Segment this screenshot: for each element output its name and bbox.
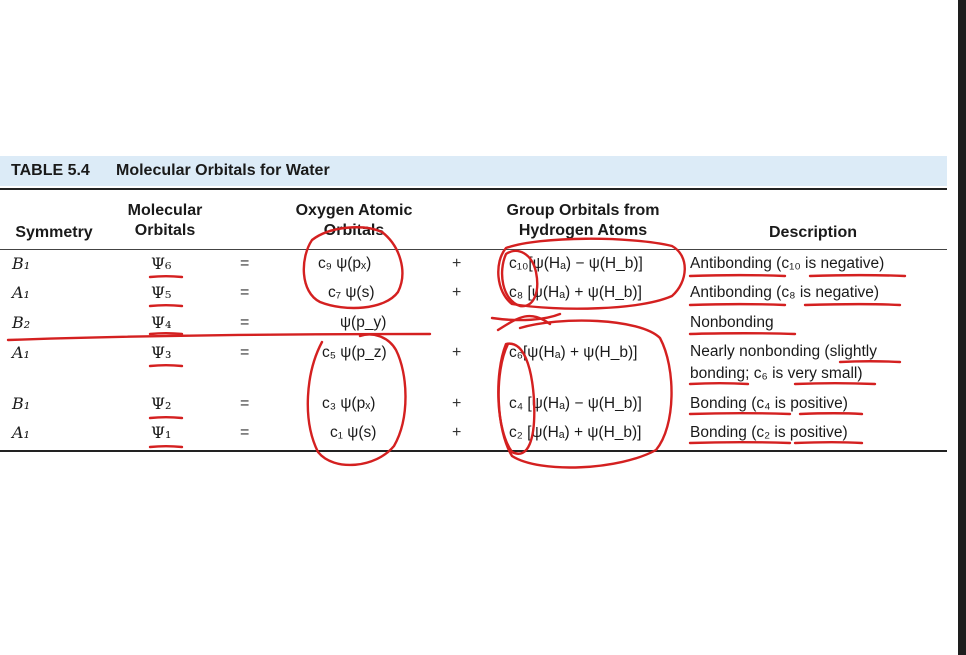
header-oxygen-line2: Orbitals: [323, 222, 385, 239]
rule-mid: [0, 249, 947, 250]
row1-description: Antibonding (c₁₀ is negative): [690, 255, 885, 272]
row4-description-line2: bonding; c₆ is very small): [690, 365, 863, 382]
ink-underline-psi1: [150, 446, 182, 447]
header-group-line1: Group Orbitals from: [506, 202, 660, 219]
header-oxygen-line1: Oxygen Atomic: [295, 202, 413, 219]
row4-description: Nearly nonbonding (slightly: [690, 343, 877, 360]
header-oxygen: [274, 201, 434, 241]
ink-cross-strokes: [492, 314, 560, 330]
row4-mo: Ψ₃: [151, 343, 172, 362]
rule-bottom: [0, 450, 947, 452]
ink-underline-psi6: [150, 276, 182, 277]
ink-line-b2: [8, 334, 430, 340]
row4-group: c₆[ψ(Hₐ) + ψ(H_b)]: [509, 344, 638, 361]
table-title-bar: [0, 156, 947, 186]
row6-eq: =: [240, 424, 250, 441]
row3-description: Nonbonding: [690, 314, 774, 331]
ink-underline-antibonding2: [690, 304, 785, 305]
row1-symmetry: B₁: [12, 254, 31, 273]
header-description: Description: [768, 224, 857, 241]
row3-symmetry: B₂: [12, 313, 31, 332]
row2-eq: =: [240, 284, 250, 301]
header-group-line2: Hydrogen Atoms: [518, 222, 648, 239]
row6-plus: +: [452, 424, 462, 441]
row4-eq: =: [240, 344, 250, 361]
header-group: [488, 201, 678, 241]
table-caption: Molecular Orbitals for Water: [116, 162, 330, 179]
row6-mo: Ψ₁: [151, 423, 172, 442]
row6-description: Bonding (c₂ is positive): [690, 424, 848, 441]
row4-oxygen: c₅ ψ(p_z): [322, 344, 387, 361]
header-mo: [105, 201, 225, 241]
row5-symmetry: B₁: [12, 394, 31, 413]
window-edge: [958, 0, 966, 655]
row6-symmetry: A₁: [12, 423, 30, 442]
ink-underline-negative2: [805, 304, 900, 305]
row5-group: c₄ [ψ(Hₐ) − ψ(H_b)]: [509, 395, 642, 412]
row2-group: c₈ [ψ(Hₐ) + ψ(H_b)]: [509, 284, 642, 301]
row4-symmetry: A₁: [12, 343, 30, 362]
row5-description: Bonding (c₄ is positive): [690, 395, 848, 412]
row1-plus: +: [452, 255, 462, 272]
row1-group: c₁₀[ψ(Hₐ) − ψ(H_b)]: [509, 255, 643, 272]
row1-mo: Ψ₆: [151, 254, 172, 273]
ink-underline-psi2: [150, 417, 182, 418]
ink-underline-psi5: [150, 305, 182, 306]
row1-eq: =: [240, 255, 250, 272]
table-number: TABLE 5.4: [11, 162, 90, 179]
header-mo-line1: Molecular: [127, 202, 203, 219]
row5-oxygen: c₃ ψ(pₓ): [322, 395, 376, 412]
row3-mo: Ψ₄: [151, 313, 172, 332]
row2-description: Antibonding (c₈ is negative): [690, 284, 880, 301]
row2-plus: +: [452, 284, 462, 301]
row6-group: c₂ [ψ(Hₐ) + ψ(H_b)]: [509, 424, 642, 441]
row2-oxygen: c₇ ψ(s): [328, 284, 375, 301]
header-mo-line2: Orbitals: [134, 222, 196, 239]
row5-eq: =: [240, 395, 250, 412]
header-symmetry: Symmetry: [15, 224, 93, 241]
row5-plus: +: [452, 395, 462, 412]
row4-plus: +: [452, 344, 462, 361]
row2-mo: Ψ₅: [151, 283, 172, 302]
ink-underline-psi4: [150, 333, 182, 334]
row2-symmetry: A₁: [12, 283, 30, 302]
row3-oxygen: ψ(p_y): [340, 314, 387, 331]
rule-top: [0, 188, 947, 190]
ink-underline-nonbonding: [690, 333, 795, 334]
row5-mo: Ψ₂: [151, 394, 172, 413]
ink-underline-psi3: [150, 365, 182, 366]
ink-underline-antibonding1: [690, 275, 785, 276]
row1-oxygen: c₉ ψ(pₓ): [318, 255, 372, 272]
ink-underline-negative1: [810, 275, 905, 276]
row3-eq: =: [240, 314, 250, 331]
row6-oxygen: c₁ ψ(s): [330, 424, 377, 441]
